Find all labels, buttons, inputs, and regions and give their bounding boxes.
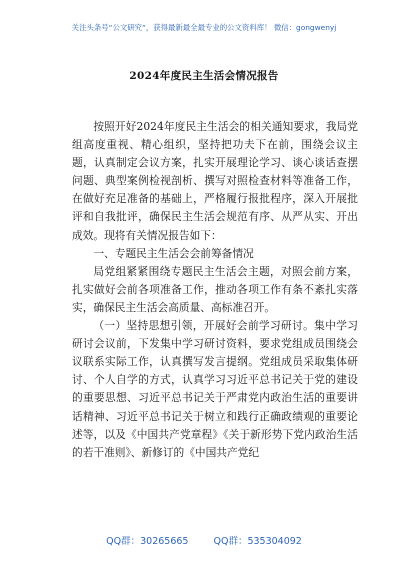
header-note: 关注头条号“公文研究”，获得最新最全最专业的公文资料库！ 微信：gongwenyj	[71, 23, 337, 32]
footer-note: QQ群：30265665 QQ群：535304092	[106, 536, 302, 547]
section-heading-1: 一、专题民主生活会会前筹备情况	[93, 246, 254, 260]
paragraph-preparation: 局党组紧紧围绕专题民主生活会主题，对照会前方案，扎实做好会前各项准备工作，推动各项工作有条不紊扎实落实，确保民主生活会高质量、高标准召开。	[72, 264, 358, 314]
paragraph-intro: 按照开好2024年度民主生活会的相关通知要求，我局党组高度重视、精心组织，坚持把功夫下在前，围绕会议主题，认真制定会议方案，扎实开展理论学习、谈心谈话查摆问题、典型案例检视剖析、撰写对照检查材料等准备工作，在做好充足准备的基础上，严格履行报批程序，深入开展批评和自我批评，确保民主生活会规范有序、从严从实、开出成效。现将有关情况报告如下：	[72, 120, 358, 242]
document-title: 2024年度民主生活会情况报告	[129, 70, 279, 82]
document-body	[72, 118, 358, 462]
paragraph-study: （一）坚持思想引领，开展好会前学习研讨。集中学习研讨会议前，下发集中学习研讨资料，要求党组成员围绕会议联系实际工作，认真撰写发言提纲。党组成员采取集体研讨、个人自学的方式，认真学习习近平总书记关于党的建设的重要思想、习近平总书记关于严肃党内政治生活的重要讲话精神、习近平总书记关于树立和践行正确政绩观的重要论述等，以及《中国共产党章程》《关于新形势下党内政治生活的若干准则》、新修订的《中国共产党纪	[72, 319, 358, 459]
